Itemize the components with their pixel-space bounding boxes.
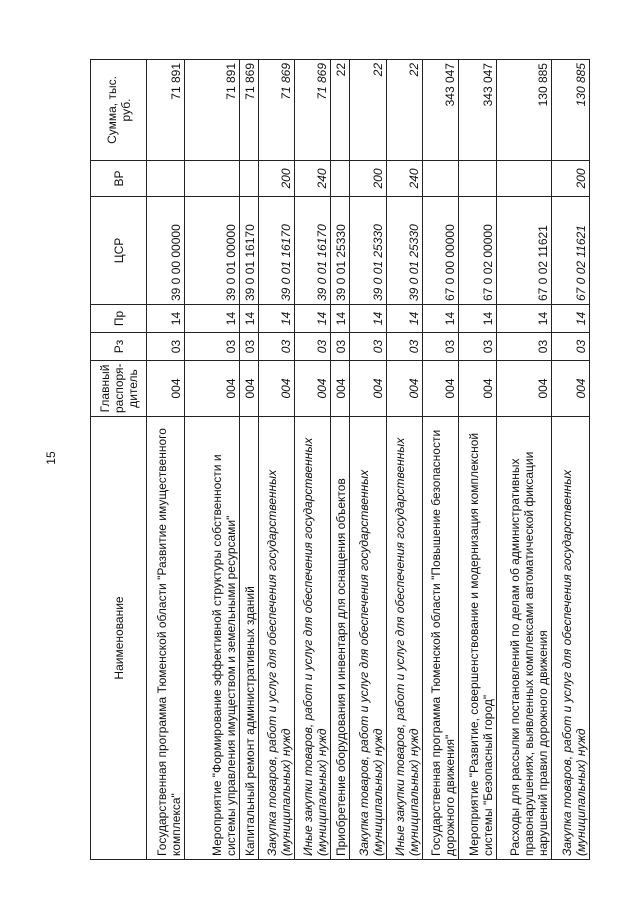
row-section: 03 [551, 333, 590, 361]
row-main-manager: 004 [185, 361, 239, 417]
row-section: 03 [386, 333, 422, 361]
header-name: Наименование [91, 417, 147, 860]
table-row [258, 60, 294, 860]
row-subsection: 14 [295, 305, 331, 333]
row-subsection: 14 [331, 305, 350, 333]
row-main-manager: 004 [386, 361, 422, 417]
table-row [551, 60, 590, 860]
row-name: Иные закупки товаров, работ и услуг для обеспечения государственных (муниципальных) нужд [295, 417, 331, 860]
row-main-manager: 004 [458, 361, 496, 417]
row-expense-type: 200 [258, 161, 294, 197]
row-subsection: 14 [350, 305, 386, 333]
table-row [185, 60, 239, 860]
budget-table [90, 59, 590, 860]
row-section: 03 [497, 333, 551, 361]
row-sum: 130 885 [497, 60, 551, 161]
row-target-article: 39 0 00 00000 [147, 197, 185, 305]
row-target-article: 67 0 02 11621 [497, 197, 551, 305]
row-sum: 71 869 [295, 60, 331, 161]
row-main-manager: 004 [147, 361, 185, 417]
row-target-article: 67 0 02 00000 [458, 197, 496, 305]
row-main-manager: 004 [350, 361, 386, 417]
row-expense-type: 200 [350, 161, 386, 197]
table-row [386, 60, 422, 860]
budget-table-rotator [90, 60, 590, 860]
table-row [295, 60, 331, 860]
row-section: 03 [422, 333, 458, 361]
table-row [350, 60, 386, 860]
row-section: 03 [331, 333, 350, 361]
row-sum: 22 [350, 60, 386, 161]
row-name: Иные закупки товаров, работ и услуг для обеспечения государственных (муниципальных) нужд [386, 417, 422, 860]
header-main-manager: Главный распоря-дитель [91, 361, 147, 417]
row-name: Приобретение оборудования и инвентаря для оснащения объектов [331, 417, 350, 860]
row-main-manager: 004 [422, 361, 458, 417]
row-target-article: 39 0 01 25330 [386, 197, 422, 305]
row-target-article: 67 0 02 11621 [551, 197, 590, 305]
row-subsection: 14 [185, 305, 239, 333]
table-row [147, 60, 185, 860]
row-main-manager: 004 [331, 361, 350, 417]
row-sum: 71 891 [185, 60, 239, 161]
row-subsection: 14 [551, 305, 590, 333]
row-subsection: 14 [239, 305, 258, 333]
row-expense-type [185, 161, 239, 197]
row-main-manager: 004 [497, 361, 551, 417]
row-name: Государственная программа Тюменской области "Повышение безопасности дорожного движения" [422, 417, 458, 860]
row-name: Закупка товаров, работ и услуг для обеспечения государственных (муниципальных) нужд [350, 417, 386, 860]
row-expense-type [497, 161, 551, 197]
table-body [147, 60, 590, 860]
row-expense-type: 200 [551, 161, 590, 197]
row-sum: 71 869 [258, 60, 294, 161]
row-section: 03 [350, 333, 386, 361]
row-sum: 343 047 [422, 60, 458, 161]
table-row [239, 60, 258, 860]
header-section: Рз [91, 333, 147, 361]
row-subsection: 14 [386, 305, 422, 333]
row-sum: 343 047 [458, 60, 496, 161]
row-sum: 130 885 [551, 60, 590, 161]
row-name: Закупка товаров, работ и услуг для обеспечения государственных (муниципальных) нужд [551, 417, 590, 860]
row-name: Государственная программа Тюменской области "Развитие имущественного комплекса" [147, 417, 185, 860]
row-name: Капитальный ремонт административных зданий [239, 417, 258, 860]
header-subsection: Пр [91, 305, 147, 333]
row-target-article: 39 0 01 16170 [239, 197, 258, 305]
row-section: 03 [458, 333, 496, 361]
row-expense-type [331, 161, 350, 197]
budget-table-container [90, 60, 590, 860]
table-row [458, 60, 496, 860]
row-sum: 71 869 [239, 60, 258, 161]
row-subsection: 14 [258, 305, 294, 333]
row-name: Закупка товаров, работ и услуг для обеспечения государственных (муниципальных) нужд [258, 417, 294, 860]
row-section: 03 [239, 333, 258, 361]
row-name: Расходы для рассылки постановлений по делам об административных правонарушениях, выявленных комплексами автоматической фиксации нарушений правил дорожного движения [497, 417, 551, 860]
row-expense-type: 240 [386, 161, 422, 197]
row-section: 03 [295, 333, 331, 361]
header-sum: Сумма, тыс. руб. [91, 60, 147, 161]
row-expense-type [422, 161, 458, 197]
row-sum: 22 [386, 60, 422, 161]
row-target-article: 39 0 01 25330 [350, 197, 386, 305]
row-target-article: 39 0 01 25330 [331, 197, 350, 305]
row-expense-type: 240 [295, 161, 331, 197]
row-name: Мероприятие "Формирование эффективной структуры собственности и системы управления имуществом и земельными ресурсами" [185, 417, 239, 860]
row-main-manager: 004 [239, 361, 258, 417]
row-subsection: 14 [422, 305, 458, 333]
row-subsection: 14 [147, 305, 185, 333]
row-section: 03 [258, 333, 294, 361]
table-row [497, 60, 551, 860]
page-number: 15 [44, 451, 58, 465]
row-expense-type [458, 161, 496, 197]
table-header-row [91, 60, 147, 860]
row-subsection: 14 [458, 305, 496, 333]
table-row [331, 60, 350, 860]
row-main-manager: 004 [258, 361, 294, 417]
row-expense-type [147, 161, 185, 197]
row-target-article: 39 0 01 16170 [295, 197, 331, 305]
row-target-article: 67 0 00 00000 [422, 197, 458, 305]
row-subsection: 14 [497, 305, 551, 333]
row-expense-type [239, 161, 258, 197]
row-target-article: 39 0 01 00000 [185, 197, 239, 305]
row-name: Мероприятие "Развитие, совершенствование и модернизация комплексной системы "Безопасный город" [458, 417, 496, 860]
row-section: 03 [185, 333, 239, 361]
row-sum: 22 [331, 60, 350, 161]
row-main-manager: 004 [295, 361, 331, 417]
row-section: 03 [147, 333, 185, 361]
header-expense-type: ВР [91, 161, 147, 197]
row-target-article: 39 0 01 16170 [258, 197, 294, 305]
row-main-manager: 004 [551, 361, 590, 417]
header-target-article: ЦСР [91, 197, 147, 305]
row-sum: 71 891 [147, 60, 185, 161]
table-row [422, 60, 458, 860]
